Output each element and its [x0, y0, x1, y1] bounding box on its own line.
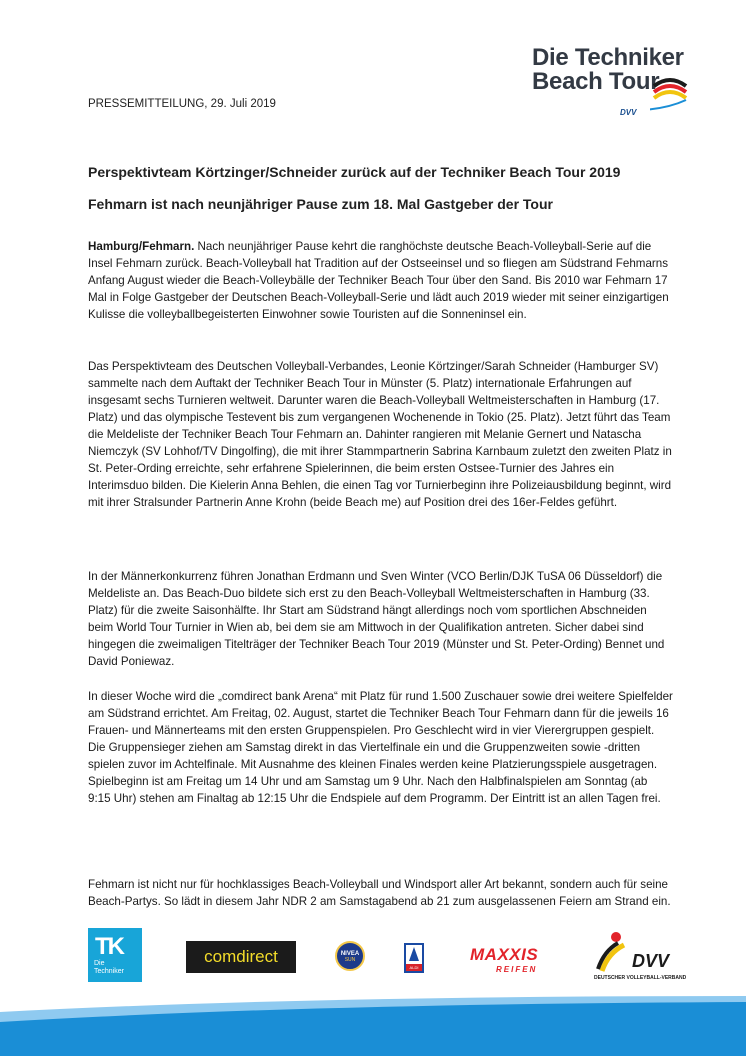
- reifen-text: REIFEN: [496, 965, 538, 974]
- paragraph-1-text: Nach neunjähriger Pause kehrt die ranghöchste deutsche Beach-Volleyball-Serie auf die Insel Fehmarn zurück. Beach-Volleyball hat Tradition auf der Ostseeinsel und so fliegen am Südstrand Fehmarns Anfang August wieder die Beach-Volleybälle der Techniker Beach Tour über den Sand. Bis 2010 war Fehmarn 17 Mal in Folge Gastgeber der Deutschen Beach-Volleyball-Serie und lädt auch 2019 wieder mit seiner einzigartigen Kulisse die volleyballbegeisterten Einwohner sowie Touristen auf die Sonneninsel ein.: [88, 240, 669, 321]
- nivea-sun-logo: [335, 941, 365, 971]
- tk-text-2: Techniker: [94, 968, 124, 975]
- aldi-text: ALDI: [406, 964, 422, 971]
- tk-text-1: Die: [94, 960, 105, 967]
- logo-line-1: Die Techniker: [532, 44, 684, 71]
- paragraph-2: Das Perspektivteam des Deutschen Volleyball-Verbandes, Leonie Körtzinger/Sarah Schneider (Hamburger SV) sammelte nach dem Auftakt der Techniker Beach Tour in Münster (5. Platz) internationale Erfahrungen auf insgesamt sechs Turnieren weltweit. Darunter waren die Beach-Volleyball Weltmeisterschaften in Hamburg (17. Platz) und das olympische Testevent bis zum vergangenen Wochenende in Tokio (25. Platz). Jetzt führt das Team die Meldeliste der Techniker Beach Tour Fehmarn an. Dahinter rangieren mit Melanie Gernert und Natascha Niemczyk (SV Lohhof/TV Dingolfing), die mit ihrer Stammpartnerin Sabrina Karnbaum zuletzt den zweiten Platz in St. Peter-Ording erreichte, sehr erfahrene Spielerinnen, die beim ersten Ostsee-Turnier des Jahres ein Interimsduo bilden. Die Kielerin Anna Behlen, die einen Tag vor Turnierbeginn ihre Polizeiausbildung beginnt, wird mit ihrer Stralsunder Partnerin Anne Krohn (beide Beach me) auf Position drei des 16er-Feldes geführt.: [88, 360, 672, 509]
- beach-tour-logo: [532, 44, 692, 120]
- tk-logo: [88, 928, 142, 982]
- logo-dvv-mark: DVV: [620, 108, 637, 117]
- footer-wave-decoration: [0, 994, 746, 1056]
- aldi-logo: [404, 943, 424, 973]
- paragraph-5: Fehmarn ist nicht nur für hochklassiges Beach-Volleyball und Windsport aller Art bekannt, sondern auch für seine Beach-Partys. So lädt in diesem Jahr NDR 2 am Samstagabend ab 21 zum ausgelassenen Feiern am Strand ein.: [88, 878, 671, 908]
- dvv-logo: [594, 931, 698, 983]
- tk-text: [94, 960, 124, 976]
- nivea-text: NIVEA: [340, 951, 360, 957]
- comdirect-logo: comdirect: [186, 941, 296, 973]
- headline: Perspektivteam Körtzinger/Schneider zurück auf der Techniker Beach Tour 2019: [88, 164, 621, 180]
- subheadline: Fehmarn ist nach neunjähriger Pause zum 18. Mal Gastgeber der Tour: [88, 196, 553, 212]
- dvv-player-icon: [594, 931, 634, 975]
- dvv-text: DVV: [632, 951, 670, 971]
- paragraph-1: [88, 238, 673, 323]
- paragraph-4: In dieser Woche wird die „comdirect bank Arena“ mit Platz für rund 1.500 Zuschauer sowie drei weitere Spielfelder am Südstrand errichtet. Am Freitag, 02. August, startet die Techniker Beach Tour Fehmarn dann für die jeweils 16 Frauen- und Männerteams mit den ersten Gruppenspielen. Pro Geschlecht wird in vier Vierergruppen gespielt. Die Gruppensieger ziehen am Samstag direkt in das Viertelfinale ein und die Gruppenzweiten sowie -dritten spielen zuvor im Achtelfinale. Mit Ausnahme des kleinen Finales werden keine Platzierungsspiele ausgetragen. Spielbeginn ist am Freitag um 14 Uhr und am Samstag um 9 Uhr. Nach den Halbfinalspielen am Sonntag (ab 9:15 Uhr) stehen am Finaltag ab 12:15 Uhr die Endspiele auf dem Programm. Der Eintritt ist an allen Tagen frei.: [88, 690, 673, 805]
- maxxis-logo: MAXXIS: [470, 945, 539, 964]
- press-release-date: PRESSEMITTEILUNG, 29. Juli 2019: [88, 98, 276, 110]
- paragraph-1-lead: Hamburg/Fehmarn.: [88, 240, 195, 253]
- tk-mark: TK: [95, 933, 123, 960]
- logo-swoosh-icon: [650, 72, 690, 112]
- paragraph-3: In der Männerkonkurrenz führen Jonathan Erdmann und Sven Winter (VCO Berlin/DJK TuSA 06 Düsseldorf) die Meldeliste an. Das Beach-Duo bildete sich erst zu den Beach-Volleyball Weltmeisterschaften in Hamburg (33. Platz) für die zweite Saisonhälfte. Ihr Start am Südstrand hängt allerdings noch vom sportlichen Abschneiden beim World Tour Turnier in Wien ab, bei dem sie am Mittwoch in der Qualifikation antreten. Sicher dabei sind hingegen die zweimaligen Titelträger der Techniker Beach Tour 2019 (Münster und St. Peter-Ording) Bennet und David Poniewaz.: [88, 570, 665, 668]
- sun-text: SUN: [344, 957, 356, 963]
- sponsor-bar: [88, 925, 698, 985]
- aldi-a-icon: [409, 947, 419, 961]
- dvv-subtitle: DEUTSCHER VOLLEYBALL-VERBAND: [594, 975, 687, 981]
- logo-line-2: Beach Tour: [532, 68, 660, 95]
